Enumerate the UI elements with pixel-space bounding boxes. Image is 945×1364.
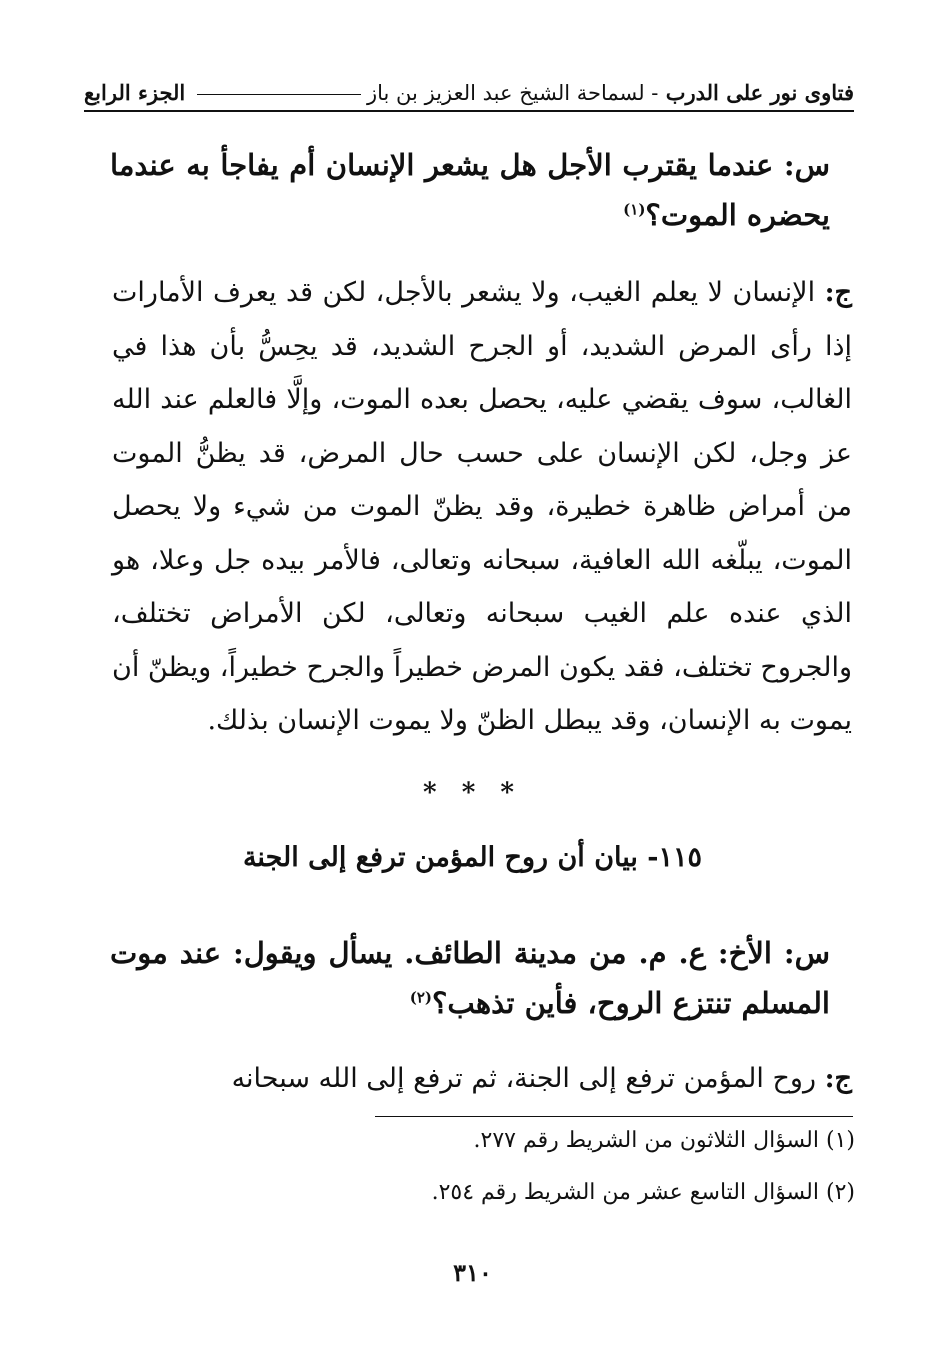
answer-1 <box>112 266 852 748</box>
question-2-label: س: <box>783 936 830 970</box>
book-title: فتاوى نور على الدرب <box>665 79 854 105</box>
header-rule <box>197 94 361 95</box>
question-1-label: س: <box>783 148 830 182</box>
footnote-ref-2: (٢) <box>409 988 433 1007</box>
running-header <box>84 74 854 112</box>
answer-2-text: روح المؤمن ترفع إلى الجنة، ثم ترفع إلى الله سبحانه <box>231 1063 816 1094</box>
volume-part: الجزء الرابع <box>84 79 186 105</box>
answer-2 <box>112 1052 852 1106</box>
page-number: ٣١٠ <box>453 1258 492 1287</box>
question-1-text: عندما يقترب الأجل هل يشعر الإنسان أم يفاجأ به عندما يحضره الموت؟ <box>110 148 830 232</box>
question-2-text: الأخ: ع. م. من مدينة الطائف. يسأل ويقول: عند موت المسلم تنتزع الروح، فأين تذهب؟ <box>110 936 830 1020</box>
answer-1-label: ج: <box>824 277 852 308</box>
footnote-1: (١) السؤال الثلاثون من الشريط رقم ٢٧٧. <box>473 1128 855 1153</box>
answer-1-text: الإنسان لا يعلم الغيب، ولا يشعر بالأجل، لكن قد يعرف الأمارات إذا رأى المرض الشديد، أو الجرح الشديد، قد يحِسُّ بأن هذا في الغالب، سوف يقضي عليه، يحصل بعده الموت، وإلَّا فالعلم عند الله عز وجل، لكن الإنسان على حسب حال المرض، قد يظنُّ الموت من أمراض ظاهرة خطيرة، وقد يظنّ الموت من شيء ولا يحصل الموت، يبلّغه الله العافية، سبحانه وتعالى، فالأمر بيده جل وعلا، هو الذي عنده علم الغيب سبحانه وتعالى، لكن الأمراض تختلف، والجروح تختلف، فقد يكون المرض خطيراً والجرح خطيراً، ويظنّ أن يموت به الإنسان، وقد يبطل الظنّ ولا يموت الإنسان بذلك. <box>112 277 852 736</box>
section-separator: * * * <box>423 778 522 808</box>
footnote-2: (٢) السؤال التاسع عشر من الشريط رقم ٢٥٤. <box>431 1180 855 1205</box>
author-name: - لسماحة الشيخ عبد العزيز بن باز <box>367 80 659 105</box>
footnote-divider <box>375 1116 853 1117</box>
footnote-ref-1: (١) <box>623 200 646 219</box>
header-title <box>367 80 854 105</box>
answer-2-label: ج: <box>824 1063 852 1094</box>
section-heading: ١١٥- بيان أن روح المؤمن ترفع إلى الجنة <box>242 842 703 873</box>
question-1 <box>110 140 830 240</box>
question-2 <box>110 928 830 1028</box>
